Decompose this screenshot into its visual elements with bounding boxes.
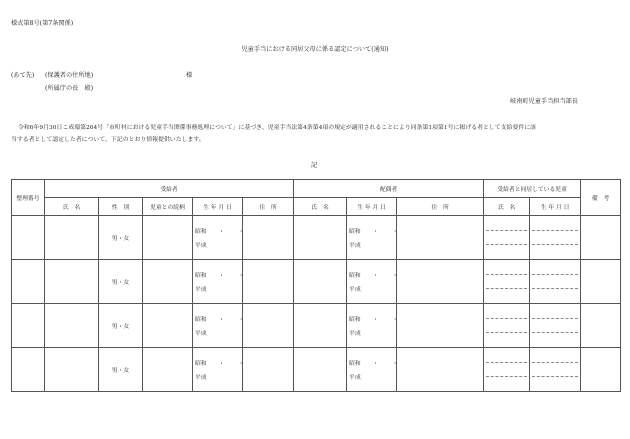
spouse-name-cell: [294, 216, 347, 260]
recipient-birthdate-cell: [193, 216, 251, 260]
subheader-recipient-birthdate: 生 年 月 日: [193, 198, 243, 216]
table-row: [12, 304, 621, 348]
seiri-cell: [12, 216, 45, 260]
table-row: [12, 260, 621, 304]
date-dots: ・ ・: [218, 317, 251, 323]
recipient-gender-cell: 男・女: [99, 260, 143, 304]
date-dots: ・ ・: [372, 229, 405, 235]
remarks-cell: [581, 216, 621, 260]
child-birthdate-cell: [530, 260, 581, 304]
body-text-line1: 令和6年9月30日こ成環第264号「市町村における児童手当関係事務処理について」に基づき、児童手当法第4条第4項の規定が適用されることにより同条第1項第1号に掲げる者として支給要件に該: [18, 125, 537, 131]
header-spouse: 配偶者: [294, 180, 484, 198]
table-row: [12, 216, 621, 260]
seiri-cell: [12, 304, 45, 348]
child-name-cell: [484, 348, 530, 392]
spouse-birthdate-cell: [347, 216, 405, 260]
era-showa: 昭和: [195, 317, 207, 323]
era-heisei: 平成: [195, 287, 207, 293]
date-dots: ・ ・: [372, 273, 405, 279]
spouse-name-cell: [294, 304, 347, 348]
era-heisei: 平成: [349, 331, 361, 337]
form-number: 様式第8号(第7条関係): [11, 20, 74, 27]
era-showa: 昭和: [349, 361, 361, 367]
info-table: [11, 179, 621, 392]
subheader-recipient-address: 住 所: [243, 198, 294, 216]
child-birthdate-cell: [530, 304, 581, 348]
spouse-address-cell: [397, 348, 484, 392]
subheader-spouse-address: 住 所: [397, 198, 484, 216]
recipient-birthdate-cell: [193, 348, 251, 392]
addressee-line1: (保護者の住所地): [45, 72, 94, 79]
spouse-name-cell: [294, 348, 347, 392]
era-showa: 昭和: [195, 273, 207, 279]
era-heisei: 平成: [195, 375, 207, 381]
spouse-address-cell: [397, 216, 484, 260]
era-heisei: 平成: [349, 243, 361, 249]
recipient-address-cell: [243, 260, 294, 304]
date-dots: ・ ・: [218, 229, 251, 235]
remarks-cell: [581, 304, 621, 348]
page-title: 児童手当における同居父母に係る認定について(通知): [241, 46, 389, 53]
addressee-line2: (所属庁の長 殿): [45, 85, 94, 92]
subheader-recipient-name: 氏 名: [45, 198, 99, 216]
era-showa: 昭和: [195, 229, 207, 235]
addressee-prefix: (あて先): [11, 72, 35, 79]
recipient-relation-cell: [143, 348, 193, 392]
subheader-child-name: 氏 名: [484, 198, 530, 216]
child-name-cell: [484, 304, 530, 348]
header-remarks: 備 考: [581, 180, 621, 216]
spouse-address-cell: [397, 304, 484, 348]
table-row: [12, 348, 621, 392]
recipient-name-cell: [45, 216, 99, 260]
recipient-address-cell: [243, 304, 294, 348]
recipient-name-cell: [45, 348, 99, 392]
era-showa: 昭和: [195, 361, 207, 367]
seiri-cell: [12, 260, 45, 304]
addressee-honorific: 様: [186, 72, 193, 79]
spouse-birthdate-cell: [347, 304, 405, 348]
subheader-spouse-name: 氏 名: [294, 198, 347, 216]
era-heisei: 平成: [195, 331, 207, 337]
era-showa: 昭和: [349, 317, 361, 323]
header-recipient: 受給者: [45, 180, 294, 198]
era-showa: 昭和: [349, 273, 361, 279]
spouse-name-cell: [294, 260, 347, 304]
spouse-birthdate-cell: [347, 348, 405, 392]
date-dots: ・ ・: [218, 361, 251, 367]
era-showa: 昭和: [349, 229, 361, 235]
recipient-address-cell: [243, 216, 294, 260]
ki-label: 記: [311, 162, 318, 169]
spouse-birthdate-cell: [347, 260, 405, 304]
recipient-birthdate-cell: [193, 304, 251, 348]
child-name-cell: [484, 260, 530, 304]
child-name-cell: [484, 216, 530, 260]
recipient-gender-cell: 男・女: [99, 348, 143, 392]
spouse-address-cell: [397, 260, 484, 304]
header-seiri: 整理番号: [12, 180, 45, 216]
child-birthdate-cell: [530, 216, 581, 260]
date-dots: ・ ・: [372, 317, 405, 323]
era-heisei: 平成: [195, 243, 207, 249]
recipient-gender-cell: 男・女: [99, 304, 143, 348]
recipient-relation-cell: [143, 216, 193, 260]
subheader-spouse-birthdate: 生 年 月 日: [347, 198, 397, 216]
era-heisei: 平成: [349, 287, 361, 293]
date-dots: ・ ・: [372, 361, 405, 367]
child-birthdate-cell: [530, 348, 581, 392]
recipient-birthdate-cell: [193, 260, 251, 304]
recipient-name-cell: [45, 260, 99, 304]
seiri-cell: [12, 348, 45, 392]
recipient-name-cell: [45, 304, 99, 348]
remarks-cell: [581, 260, 621, 304]
subheader-child-birthdate: 生 年 月 日: [530, 198, 581, 216]
era-heisei: 平成: [349, 375, 361, 381]
remarks-cell: [581, 348, 621, 392]
subheader-recipient-relation: 児童との続柄: [143, 198, 193, 216]
recipient-relation-cell: [143, 260, 193, 304]
subheader-recipient-gender: 性 別: [99, 198, 143, 216]
recipient-relation-cell: [143, 304, 193, 348]
sender: 岐南町児童手当担当部長: [510, 98, 579, 105]
header-cohabiting-child: 受給者と同居している児童: [484, 180, 581, 198]
date-dots: ・ ・: [218, 273, 251, 279]
body-text-line2: 当する者として認定した者について、下記のとおり情報提供いたします。: [11, 137, 205, 143]
recipient-address-cell: [243, 348, 294, 392]
recipient-gender-cell: 男・女: [99, 216, 143, 260]
